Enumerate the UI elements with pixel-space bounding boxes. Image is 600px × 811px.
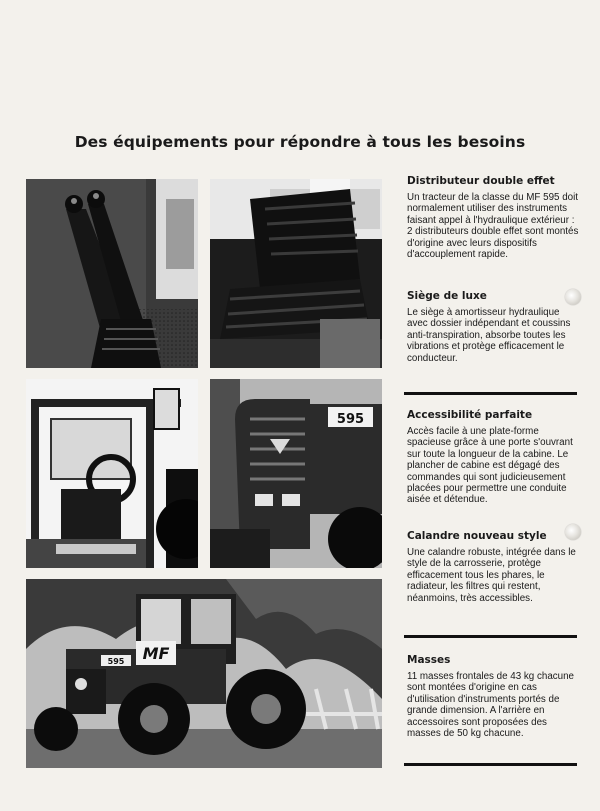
section-body: Accès facile à une plate-forme spacieuse grâce à une porte s'ouvrant sur toute la longueur de la cabine. Le plancher de cabine est dégagé des commandes qui sont judicieusement placées pour permettre une conduite aisée et détendue. (407, 426, 573, 506)
section-accessibilite (407, 409, 579, 506)
section-body: 11 masses frontales de 43 kg chacune sont montées d'origine en cas d'utilisation d'instruments portés de grande dimension. A l'arrière en accessoires sont proposées des masses de 50 kg chacune. (407, 671, 575, 740)
photo-tractor-field (26, 579, 382, 768)
photo-control-levers (26, 179, 198, 368)
section-title: Calandre nouveau style (407, 530, 547, 542)
section-title: Masses (407, 654, 451, 666)
section-body: Un tracteur de la classe du MF 595 doit normalement utiliser des instruments faisant appel à l'hydraulique extérieur : 2 distributeurs double effet sont montés d'origine avec leurs dispositifs d'accouplement rapide. (407, 192, 579, 261)
hood-model-label: 595 (107, 657, 125, 666)
section-divider (404, 392, 577, 395)
section-divider (404, 763, 577, 766)
section-title: Siège de luxe (407, 290, 487, 302)
binder-hole-icon (565, 524, 581, 540)
section-masses (407, 654, 579, 739)
section-body: Le siège à amortisseur hydraulique avec dossier indépendant et coussins anti-transpiration, absorbe toutes les vibrations et protège efficacement le conducteur. (407, 307, 571, 364)
photo-luxury-seat (210, 179, 382, 368)
section-divider (404, 635, 577, 638)
section-calandre (407, 530, 579, 604)
page-title: Des équipements pour répondre à tous les besoins (74, 133, 526, 151)
grille-model-label: 595 (336, 412, 365, 427)
section-body: Une calandre robuste, intégrée dans le style de la carrosserie, protège efficacement tous les phares, le radiateur, les filtres qui restent, néanmoins, très accessibles. (407, 547, 576, 604)
section-title: Accessibilité parfaite (407, 409, 533, 421)
photo-cab-access (26, 379, 198, 568)
section-siege (407, 290, 579, 364)
section-distributeur (407, 175, 579, 260)
photo-grille (210, 379, 382, 568)
section-title: Distributeur double effet (407, 175, 555, 187)
hood-brand-label: MF (142, 644, 170, 663)
binder-hole-icon (565, 289, 581, 305)
